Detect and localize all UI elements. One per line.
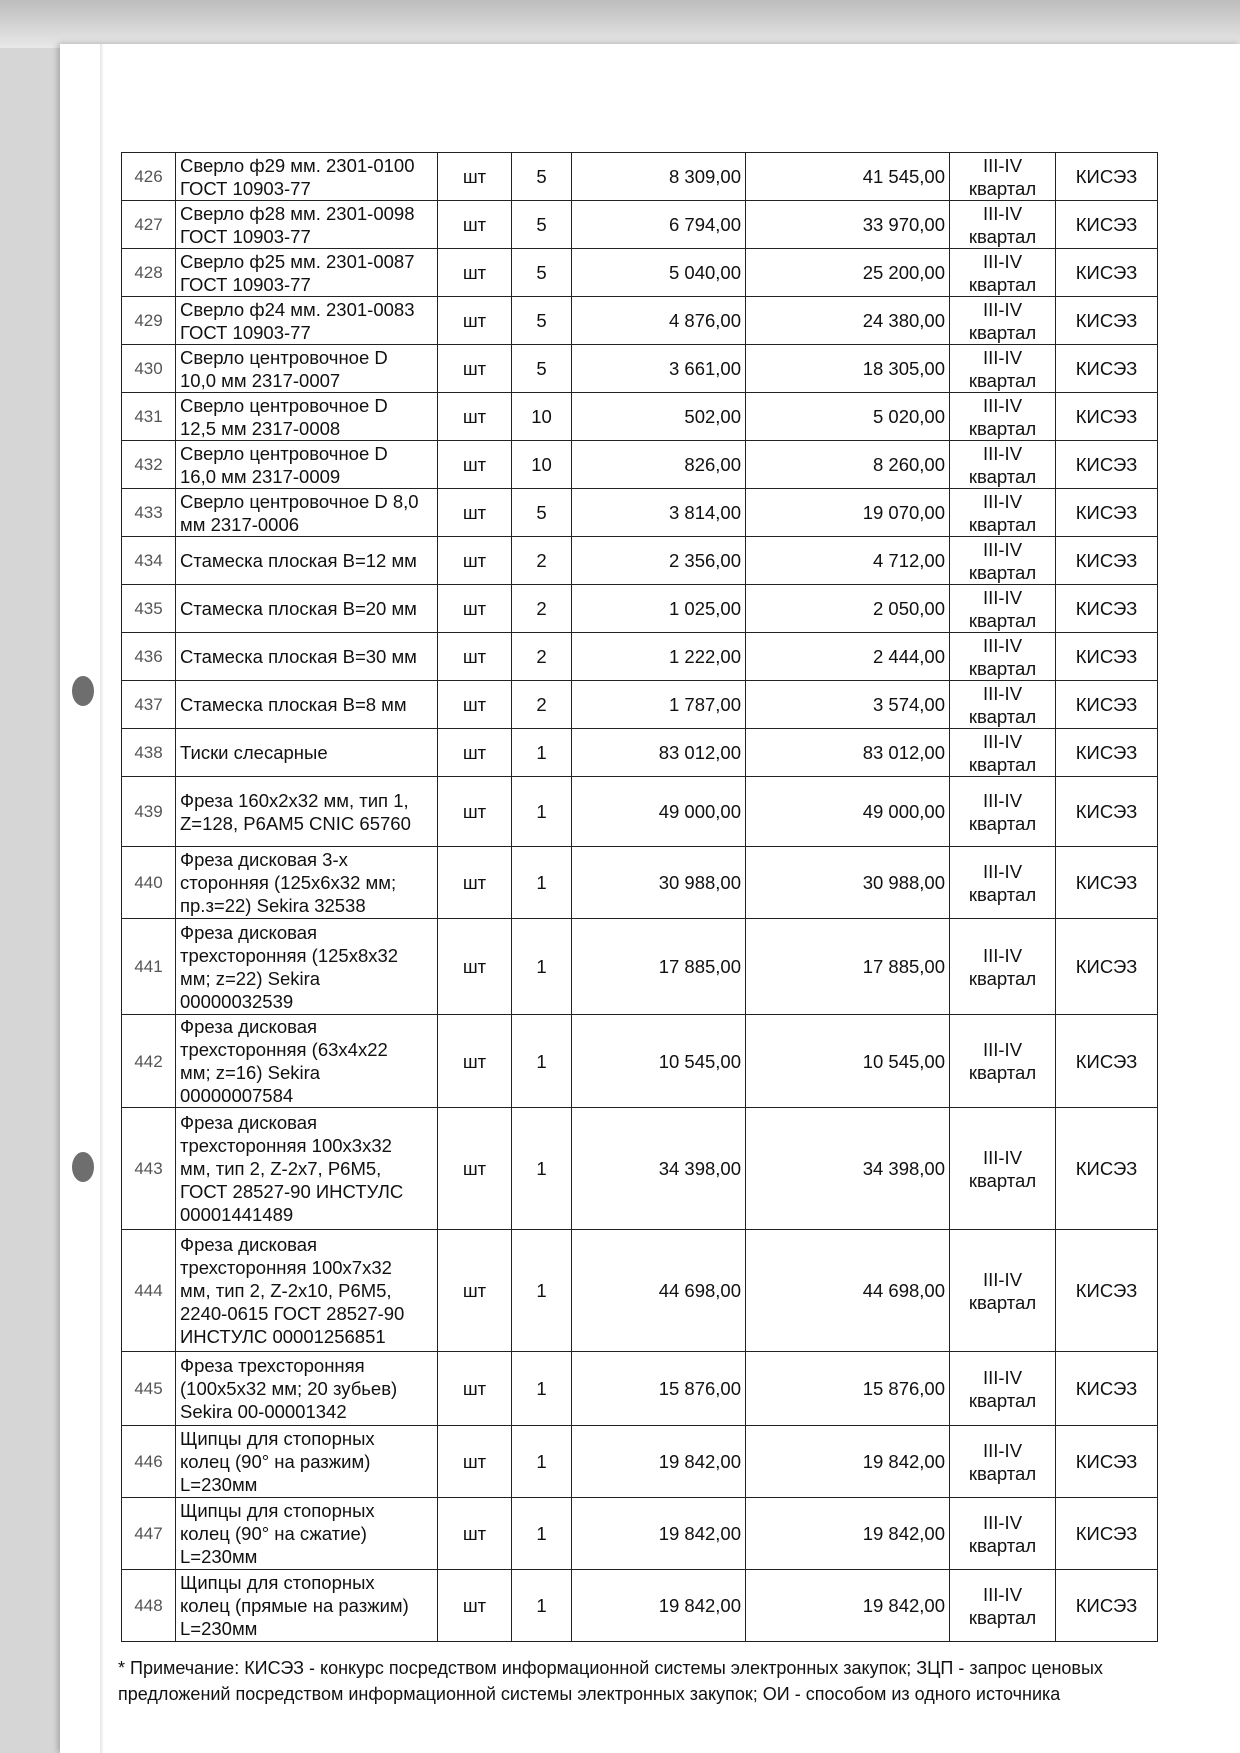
delivery-period-cell: III-IV квартал (950, 919, 1056, 1015)
item-name-cell: Фреза трехсторонняя (100х5х32 мм; 20 зубьев) Sekira 00-00001342 (176, 1352, 438, 1426)
unit-price-cell: 44 698,00 (572, 1230, 746, 1352)
delivery-period-cell: III-IV квартал (950, 1015, 1056, 1108)
procurement-method-cell: КИСЭЗ (1056, 249, 1158, 297)
quantity-cell: 10 (512, 393, 572, 441)
unit-cell: шт (438, 729, 512, 777)
unit-price-cell: 19 842,00 (572, 1426, 746, 1498)
delivery-period-cell: III-IV квартал (950, 441, 1056, 489)
quantity-cell: 1 (512, 1230, 572, 1352)
unit-cell: шт (438, 489, 512, 537)
delivery-period-cell: III-IV квартал (950, 1352, 1056, 1426)
total-amount-cell: 44 698,00 (746, 1230, 950, 1352)
table-row (122, 1426, 1158, 1498)
row-number-cell: 448 (122, 1570, 176, 1642)
delivery-period-cell: III-IV квартал (950, 585, 1056, 633)
unit-price-cell: 19 842,00 (572, 1570, 746, 1642)
unit-cell: шт (438, 1352, 512, 1426)
delivery-period-cell: III-IV квартал (950, 393, 1056, 441)
row-number-cell: 428 (122, 249, 176, 297)
delivery-period-cell: III-IV квартал (950, 777, 1056, 847)
table-row (122, 1015, 1158, 1108)
item-name-cell: Сверло ф24 мм. 2301-0083 ГОСТ 10903-77 (176, 297, 438, 345)
row-number-cell: 437 (122, 681, 176, 729)
unit-price-cell: 10 545,00 (572, 1015, 746, 1108)
item-name-cell: Фреза дисковая трехсторонняя (63х4х22 мм; z=16) Sekira 00000007584 (176, 1015, 438, 1108)
unit-cell: шт (438, 1426, 512, 1498)
quantity-cell: 5 (512, 297, 572, 345)
footnote: * Примечание: КИСЭЗ - конкурс посредством информационной системы электронных закупок; ЗЦП - запрос ценовых предложений посредством информационной системы электронных закупок; ОИ - способом из одного источника (118, 1658, 1103, 1704)
row-number-cell: 442 (122, 1015, 176, 1108)
table-row (122, 393, 1158, 441)
paper-fold-edge (100, 44, 104, 1753)
total-amount-cell: 17 885,00 (746, 919, 950, 1015)
quantity-cell: 5 (512, 153, 572, 201)
table-row (122, 847, 1158, 919)
total-amount-cell: 25 200,00 (746, 249, 950, 297)
table-row (122, 729, 1158, 777)
procurement-method-cell: КИСЭЗ (1056, 633, 1158, 681)
quantity-cell: 1 (512, 1352, 572, 1426)
row-number-cell: 434 (122, 537, 176, 585)
table-row (122, 585, 1158, 633)
total-amount-cell: 8 260,00 (746, 441, 950, 489)
unit-cell: шт (438, 249, 512, 297)
unit-price-cell: 5 040,00 (572, 249, 746, 297)
unit-price-cell: 6 794,00 (572, 201, 746, 249)
row-number-cell: 439 (122, 777, 176, 847)
unit-cell: шт (438, 1570, 512, 1642)
total-amount-cell: 10 545,00 (746, 1015, 950, 1108)
delivery-period-cell: III-IV квартал (950, 681, 1056, 729)
row-number-cell: 445 (122, 1352, 176, 1426)
procurement-method-cell: КИСЭЗ (1056, 537, 1158, 585)
quantity-cell: 2 (512, 537, 572, 585)
delivery-period-cell: III-IV квартал (950, 1108, 1056, 1230)
table-body (122, 153, 1158, 1642)
procurement-method-cell: КИСЭЗ (1056, 681, 1158, 729)
row-number-cell: 443 (122, 1108, 176, 1230)
quantity-cell: 1 (512, 1498, 572, 1570)
procurement-method-cell: КИСЭЗ (1056, 153, 1158, 201)
total-amount-cell: 41 545,00 (746, 153, 950, 201)
item-name-cell: Фреза дисковая 3-х сторонняя (125х6х32 мм; пр.з=22) Sekira 32538 (176, 847, 438, 919)
unit-price-cell: 30 988,00 (572, 847, 746, 919)
punch-hole (72, 1152, 94, 1182)
delivery-period-cell: III-IV квартал (950, 345, 1056, 393)
procurement-method-cell: КИСЭЗ (1056, 1230, 1158, 1352)
quantity-cell: 1 (512, 919, 572, 1015)
punch-hole (72, 676, 94, 706)
item-name-cell: Сверло центровочное D 16,0 мм 2317-0009 (176, 441, 438, 489)
table-row (122, 1498, 1158, 1570)
procurement-method-cell: КИСЭЗ (1056, 729, 1158, 777)
delivery-period-cell: III-IV квартал (950, 201, 1056, 249)
row-number-cell: 440 (122, 847, 176, 919)
quantity-cell: 1 (512, 1570, 572, 1642)
unit-price-cell: 4 876,00 (572, 297, 746, 345)
table-row (122, 297, 1158, 345)
unit-price-cell: 2 356,00 (572, 537, 746, 585)
quantity-cell: 5 (512, 249, 572, 297)
unit-cell: шт (438, 1015, 512, 1108)
table-row (122, 537, 1158, 585)
quantity-cell: 5 (512, 201, 572, 249)
total-amount-cell: 19 842,00 (746, 1570, 950, 1642)
item-name-cell: Сверло центровочное D 8,0 мм 2317-0006 (176, 489, 438, 537)
quantity-cell: 1 (512, 729, 572, 777)
procurement-method-cell: КИСЭЗ (1056, 393, 1158, 441)
unit-price-cell: 49 000,00 (572, 777, 746, 847)
table-row (122, 633, 1158, 681)
row-number-cell: 435 (122, 585, 176, 633)
procurement-method-cell: КИСЭЗ (1056, 1108, 1158, 1230)
delivery-period-cell: III-IV квартал (950, 847, 1056, 919)
item-name-cell: Щипцы для стопорных колец (90° на разжим) L=230мм (176, 1426, 438, 1498)
procurement-method-cell: КИСЭЗ (1056, 1426, 1158, 1498)
table-row (122, 1108, 1158, 1230)
table-row (122, 1230, 1158, 1352)
unit-price-cell: 3 661,00 (572, 345, 746, 393)
unit-price-cell: 34 398,00 (572, 1108, 746, 1230)
quantity-cell: 1 (512, 847, 572, 919)
procurement-method-cell: КИСЭЗ (1056, 1352, 1158, 1426)
unit-cell: шт (438, 847, 512, 919)
table-row (122, 153, 1158, 201)
procurement-table (121, 152, 1158, 1642)
procurement-method-cell: КИСЭЗ (1056, 297, 1158, 345)
unit-price-cell: 1 787,00 (572, 681, 746, 729)
row-number-cell: 436 (122, 633, 176, 681)
scanner-top-edge (0, 0, 1240, 48)
item-name-cell: Щипцы для стопорных колец (90° на сжатие) L=230мм (176, 1498, 438, 1570)
unit-price-cell: 1 025,00 (572, 585, 746, 633)
delivery-period-cell: III-IV квартал (950, 1498, 1056, 1570)
item-name-cell: Стамеска плоская В=30 мм (176, 633, 438, 681)
procurement-method-cell: КИСЭЗ (1056, 847, 1158, 919)
row-number-cell: 433 (122, 489, 176, 537)
table-row (122, 345, 1158, 393)
table-row (122, 919, 1158, 1015)
table-row (122, 1570, 1158, 1642)
procurement-method-cell: КИСЭЗ (1056, 489, 1158, 537)
unit-cell: шт (438, 297, 512, 345)
unit-price-cell: 8 309,00 (572, 153, 746, 201)
table-row (122, 777, 1158, 847)
quantity-cell: 5 (512, 489, 572, 537)
row-number-cell: 427 (122, 201, 176, 249)
total-amount-cell: 5 020,00 (746, 393, 950, 441)
table-row (122, 201, 1158, 249)
total-amount-cell: 34 398,00 (746, 1108, 950, 1230)
total-amount-cell: 83 012,00 (746, 729, 950, 777)
procurement-method-cell: КИСЭЗ (1056, 585, 1158, 633)
table-row (122, 1352, 1158, 1426)
item-name-cell: Сверло центровочное D 12,5 мм 2317-0008 (176, 393, 438, 441)
unit-cell: шт (438, 393, 512, 441)
total-amount-cell: 15 876,00 (746, 1352, 950, 1426)
total-amount-cell: 3 574,00 (746, 681, 950, 729)
total-amount-cell: 2 444,00 (746, 633, 950, 681)
row-number-cell: 446 (122, 1426, 176, 1498)
unit-cell: шт (438, 201, 512, 249)
unit-cell: шт (438, 345, 512, 393)
unit-price-cell: 15 876,00 (572, 1352, 746, 1426)
procurement-method-cell: КИСЭЗ (1056, 777, 1158, 847)
delivery-period-cell: III-IV квартал (950, 1230, 1056, 1352)
unit-cell: шт (438, 1108, 512, 1230)
procurement-method-cell: КИСЭЗ (1056, 1015, 1158, 1108)
total-amount-cell: 18 305,00 (746, 345, 950, 393)
total-amount-cell: 49 000,00 (746, 777, 950, 847)
table-row (122, 489, 1158, 537)
procurement-method-cell: КИСЭЗ (1056, 345, 1158, 393)
row-number-cell: 441 (122, 919, 176, 1015)
total-amount-cell: 33 970,00 (746, 201, 950, 249)
total-amount-cell: 19 070,00 (746, 489, 950, 537)
quantity-cell: 2 (512, 585, 572, 633)
table-row (122, 249, 1158, 297)
delivery-period-cell: III-IV квартал (950, 729, 1056, 777)
unit-cell: шт (438, 633, 512, 681)
total-amount-cell: 24 380,00 (746, 297, 950, 345)
unit-price-cell: 826,00 (572, 441, 746, 489)
unit-price-cell: 502,00 (572, 393, 746, 441)
unit-price-cell: 19 842,00 (572, 1498, 746, 1570)
unit-cell: шт (438, 1230, 512, 1352)
total-amount-cell: 2 050,00 (746, 585, 950, 633)
row-number-cell: 430 (122, 345, 176, 393)
quantity-cell: 1 (512, 1015, 572, 1108)
item-name-cell: Сверло центровочное D 10,0 мм 2317-0007 (176, 345, 438, 393)
delivery-period-cell: III-IV квартал (950, 537, 1056, 585)
quantity-cell: 1 (512, 1108, 572, 1230)
row-number-cell: 431 (122, 393, 176, 441)
procurement-method-cell: КИСЭЗ (1056, 1570, 1158, 1642)
delivery-period-cell: III-IV квартал (950, 297, 1056, 345)
item-name-cell: Тиски слесарные (176, 729, 438, 777)
item-name-cell: Стамеска плоская В=20 мм (176, 585, 438, 633)
delivery-period-cell: III-IV квартал (950, 489, 1056, 537)
total-amount-cell: 19 842,00 (746, 1498, 950, 1570)
item-name-cell: Стамеска плоская В=12 мм (176, 537, 438, 585)
delivery-period-cell: III-IV квартал (950, 1426, 1056, 1498)
unit-price-cell: 83 012,00 (572, 729, 746, 777)
item-name-cell: Сверло ф28 мм. 2301-0098 ГОСТ 10903-77 (176, 201, 438, 249)
unit-cell: шт (438, 777, 512, 847)
row-number-cell: 447 (122, 1498, 176, 1570)
total-amount-cell: 4 712,00 (746, 537, 950, 585)
procurement-method-cell: КИСЭЗ (1056, 201, 1158, 249)
item-name-cell: Сверло ф25 мм. 2301-0087 ГОСТ 10903-77 (176, 249, 438, 297)
row-number-cell: 429 (122, 297, 176, 345)
unit-price-cell: 1 222,00 (572, 633, 746, 681)
table-row (122, 441, 1158, 489)
unit-cell: шт (438, 1498, 512, 1570)
item-name-cell: Сверло ф29 мм. 2301-0100 ГОСТ 10903-77 (176, 153, 438, 201)
quantity-cell: 2 (512, 681, 572, 729)
item-name-cell: Фреза 160х2х32 мм, тип 1, Z=128, Р6АМ5 CNIC 65760 (176, 777, 438, 847)
item-name-cell: Стамеска плоская В=8 мм (176, 681, 438, 729)
total-amount-cell: 30 988,00 (746, 847, 950, 919)
item-name-cell: Фреза дисковая трехсторонняя 100х3х32 мм, тип 2, Z-2х7, Р6М5, ГОСТ 28527-90 ИНСТУЛС 00001441489 (176, 1108, 438, 1230)
row-number-cell: 438 (122, 729, 176, 777)
delivery-period-cell: III-IV квартал (950, 1570, 1056, 1642)
delivery-period-cell: III-IV квартал (950, 633, 1056, 681)
unit-cell: шт (438, 441, 512, 489)
unit-cell: шт (438, 919, 512, 1015)
quantity-cell: 10 (512, 441, 572, 489)
quantity-cell: 1 (512, 1426, 572, 1498)
procurement-method-cell: КИСЭЗ (1056, 919, 1158, 1015)
quantity-cell: 5 (512, 345, 572, 393)
delivery-period-cell: III-IV квартал (950, 153, 1056, 201)
item-name-cell: Фреза дисковая трехсторонняя 100х7х32 мм, тип 2, Z-2х10, Р6М5, 2240-0615 ГОСТ 28527-90 ИНСТУЛС 00001256851 (176, 1230, 438, 1352)
total-amount-cell: 19 842,00 (746, 1426, 950, 1498)
unit-price-cell: 3 814,00 (572, 489, 746, 537)
procurement-method-cell: КИСЭЗ (1056, 1498, 1158, 1570)
row-number-cell: 426 (122, 153, 176, 201)
unit-cell: шт (438, 153, 512, 201)
unit-price-cell: 17 885,00 (572, 919, 746, 1015)
unit-cell: шт (438, 585, 512, 633)
delivery-period-cell: III-IV квартал (950, 249, 1056, 297)
quantity-cell: 2 (512, 633, 572, 681)
quantity-cell: 1 (512, 777, 572, 847)
item-name-cell: Щипцы для стопорных колец (прямые на разжим) L=230мм (176, 1570, 438, 1642)
unit-cell: шт (438, 681, 512, 729)
table-row (122, 681, 1158, 729)
unit-cell: шт (438, 537, 512, 585)
row-number-cell: 444 (122, 1230, 176, 1352)
item-name-cell: Фреза дисковая трехсторонняя (125х8х32 мм; z=22) Sekira 00000032539 (176, 919, 438, 1015)
row-number-cell: 432 (122, 441, 176, 489)
procurement-method-cell: КИСЭЗ (1056, 441, 1158, 489)
